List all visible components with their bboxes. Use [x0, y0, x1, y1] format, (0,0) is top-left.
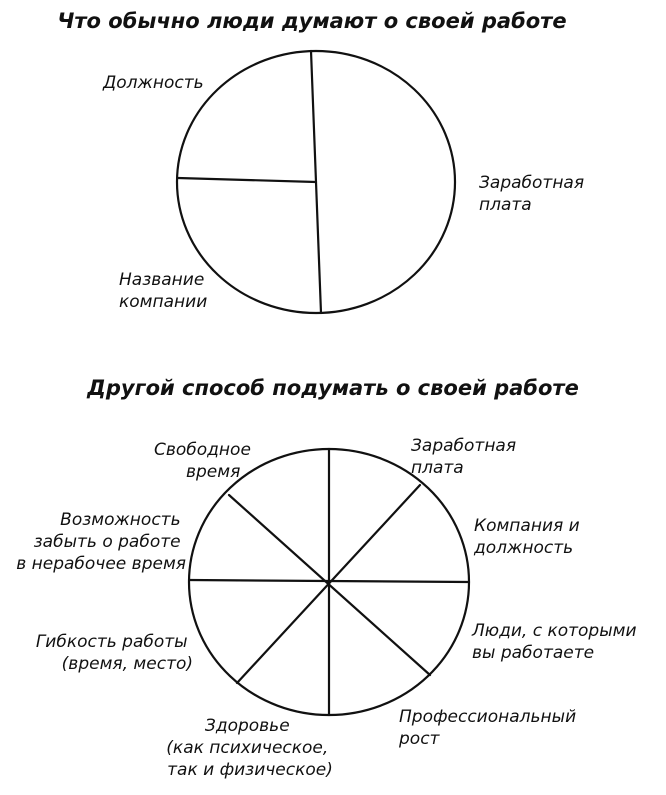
- diagram2-label-people: Люди, с которыми вы работаете: [472, 621, 637, 663]
- diagram1-label-position: Должность: [103, 73, 204, 93]
- diagram-alternative-view: [16, 376, 642, 780]
- diagram-usual-view: [57, 9, 589, 313]
- diagram1-title: Что обычно люди думают о своей работе: [57, 9, 567, 33]
- diagram2-label-flexibility: Гибкость работы (время, место): [35, 632, 193, 674]
- diagram2-label-growth: Профессиональный рост: [399, 707, 577, 749]
- diagram2-label-salary: Заработная плата: [411, 436, 517, 478]
- diagram2-label-company: Компания и должность: [474, 516, 580, 558]
- diagram2-label-forget-work: Возможность забыть о работе в нерабочее время: [16, 510, 186, 574]
- diagram1-divider-horizontal: [178, 178, 316, 182]
- diagram1-label-salary: Заработная плата: [479, 173, 585, 215]
- diagram2-title: Другой способ подумать о своей работе: [87, 376, 579, 400]
- diagram1-label-company: Название компании: [119, 270, 208, 312]
- diagram2-label-health: Здоровье (как психическое, так и физическое): [166, 716, 333, 780]
- diagram2-label-free-time: Свободное время: [154, 440, 251, 482]
- diagram2-divider-horizontal: [189, 580, 469, 582]
